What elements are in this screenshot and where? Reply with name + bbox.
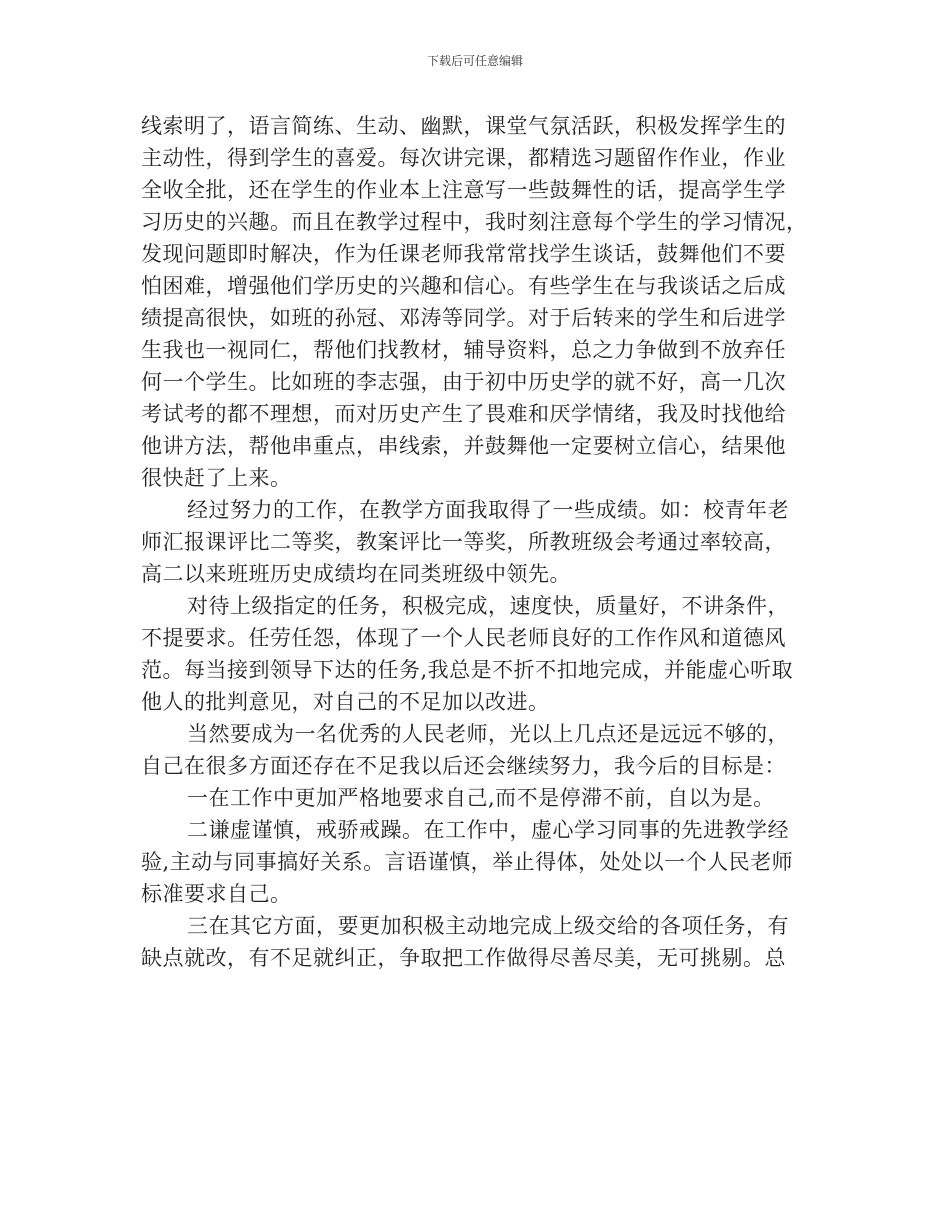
text-line: 怕困难，增强他们学历史的兴趣和信心。有些学生在与我谈话之后成: [141, 274, 786, 298]
text-line: 他讲方法，帮他串重点，串线索，并鼓舞他一定要树立信心，结果他: [141, 434, 786, 458]
text-line: 考试考的都不理想，而对历史产生了畏难和厌学情绪，我及时找他给: [141, 402, 786, 426]
page-header: 下载后可任意编辑: [426, 54, 523, 68]
text-line: 一在工作中更加严格地要求自己,而不是停滞不前，自以为是。: [187, 786, 775, 810]
text-line: 师汇报课评比二等奖，教案评比一等奖，所教班级会考通过率较高，: [141, 530, 786, 554]
text-line: 二谦虚谨慎，戒骄戒躁。在工作中，虚心学习同事的先进教学经: [187, 818, 789, 842]
body-text: [141, 110, 809, 974]
text-line: 不提要求。任劳任怨，体现了一个人民老师良好的工作作风和道德风: [141, 626, 786, 650]
text-line: 验,主动与同事搞好关系。言语谨慎，举止得体，处处以一个人民老师: [141, 850, 794, 874]
text-line: 缺点就改，有不足就纠正，争取把工作做得尽善尽美，无可挑剔。总: [141, 946, 786, 970]
text-line: 全收全批，还在学生的作业本上注意写一些鼓舞性的话，提高学生学: [141, 178, 786, 202]
text-line: 生我也一视同仁，帮他们找教材，辅导资料，总之力争做到不放弃任: [141, 338, 786, 362]
text-line: 经过努力的工作，在教学方面我取得了一些成绩。如：校青年老: [187, 498, 789, 522]
text-line: 发现问题即时解决，作为任课老师我常常找学生谈话，鼓舞他们不要: [141, 242, 786, 266]
text-line: 主动性，得到学生的喜爱。每次讲完课，都精选习题留作作业，作业: [141, 146, 786, 170]
text-line: 高二以来班班历史成绩均在同类班级中领先。: [141, 562, 571, 586]
text-line: 三在其它方面，要更加积极主动地完成上级交给的各项任务，有: [187, 914, 789, 938]
text-line: 习历史的兴趣。而且在教学过程中，我时刻注意每个学生的学习情况，: [141, 210, 808, 234]
text-line: 绩提高很快，如班的孙冠、邓涛等同学。对于后转来的学生和后进学: [141, 306, 786, 330]
text-line: 对待上级指定的任务，积极完成，速度快，质量好，不讲条件，: [187, 594, 789, 618]
text-line: 自己在很多方面还存在不足我以后还会继续努力，我今后的目标是：: [141, 754, 786, 778]
text-line: 何一个学生。比如班的李志强，由于初中历史学的就不好，高一几次: [141, 370, 786, 394]
text-line: 很快赶了上来。: [141, 466, 292, 490]
text-line: 当然要成为一名优秀的人民老师，光以上几点还是远远不够的，: [187, 722, 789, 746]
text-line: 他人的批判意见，对自己的不足加以改进。: [141, 690, 550, 714]
text-line: 范。每当接到领导下达的任务,我总是不折不扣地完成，并能虚心听取: [141, 658, 794, 682]
text-line: 线索明了，语言简练、生动、幽默，课堂气氛活跃，积极发挥学生的: [141, 114, 786, 138]
text-line: 标准要求自己。: [141, 882, 292, 906]
